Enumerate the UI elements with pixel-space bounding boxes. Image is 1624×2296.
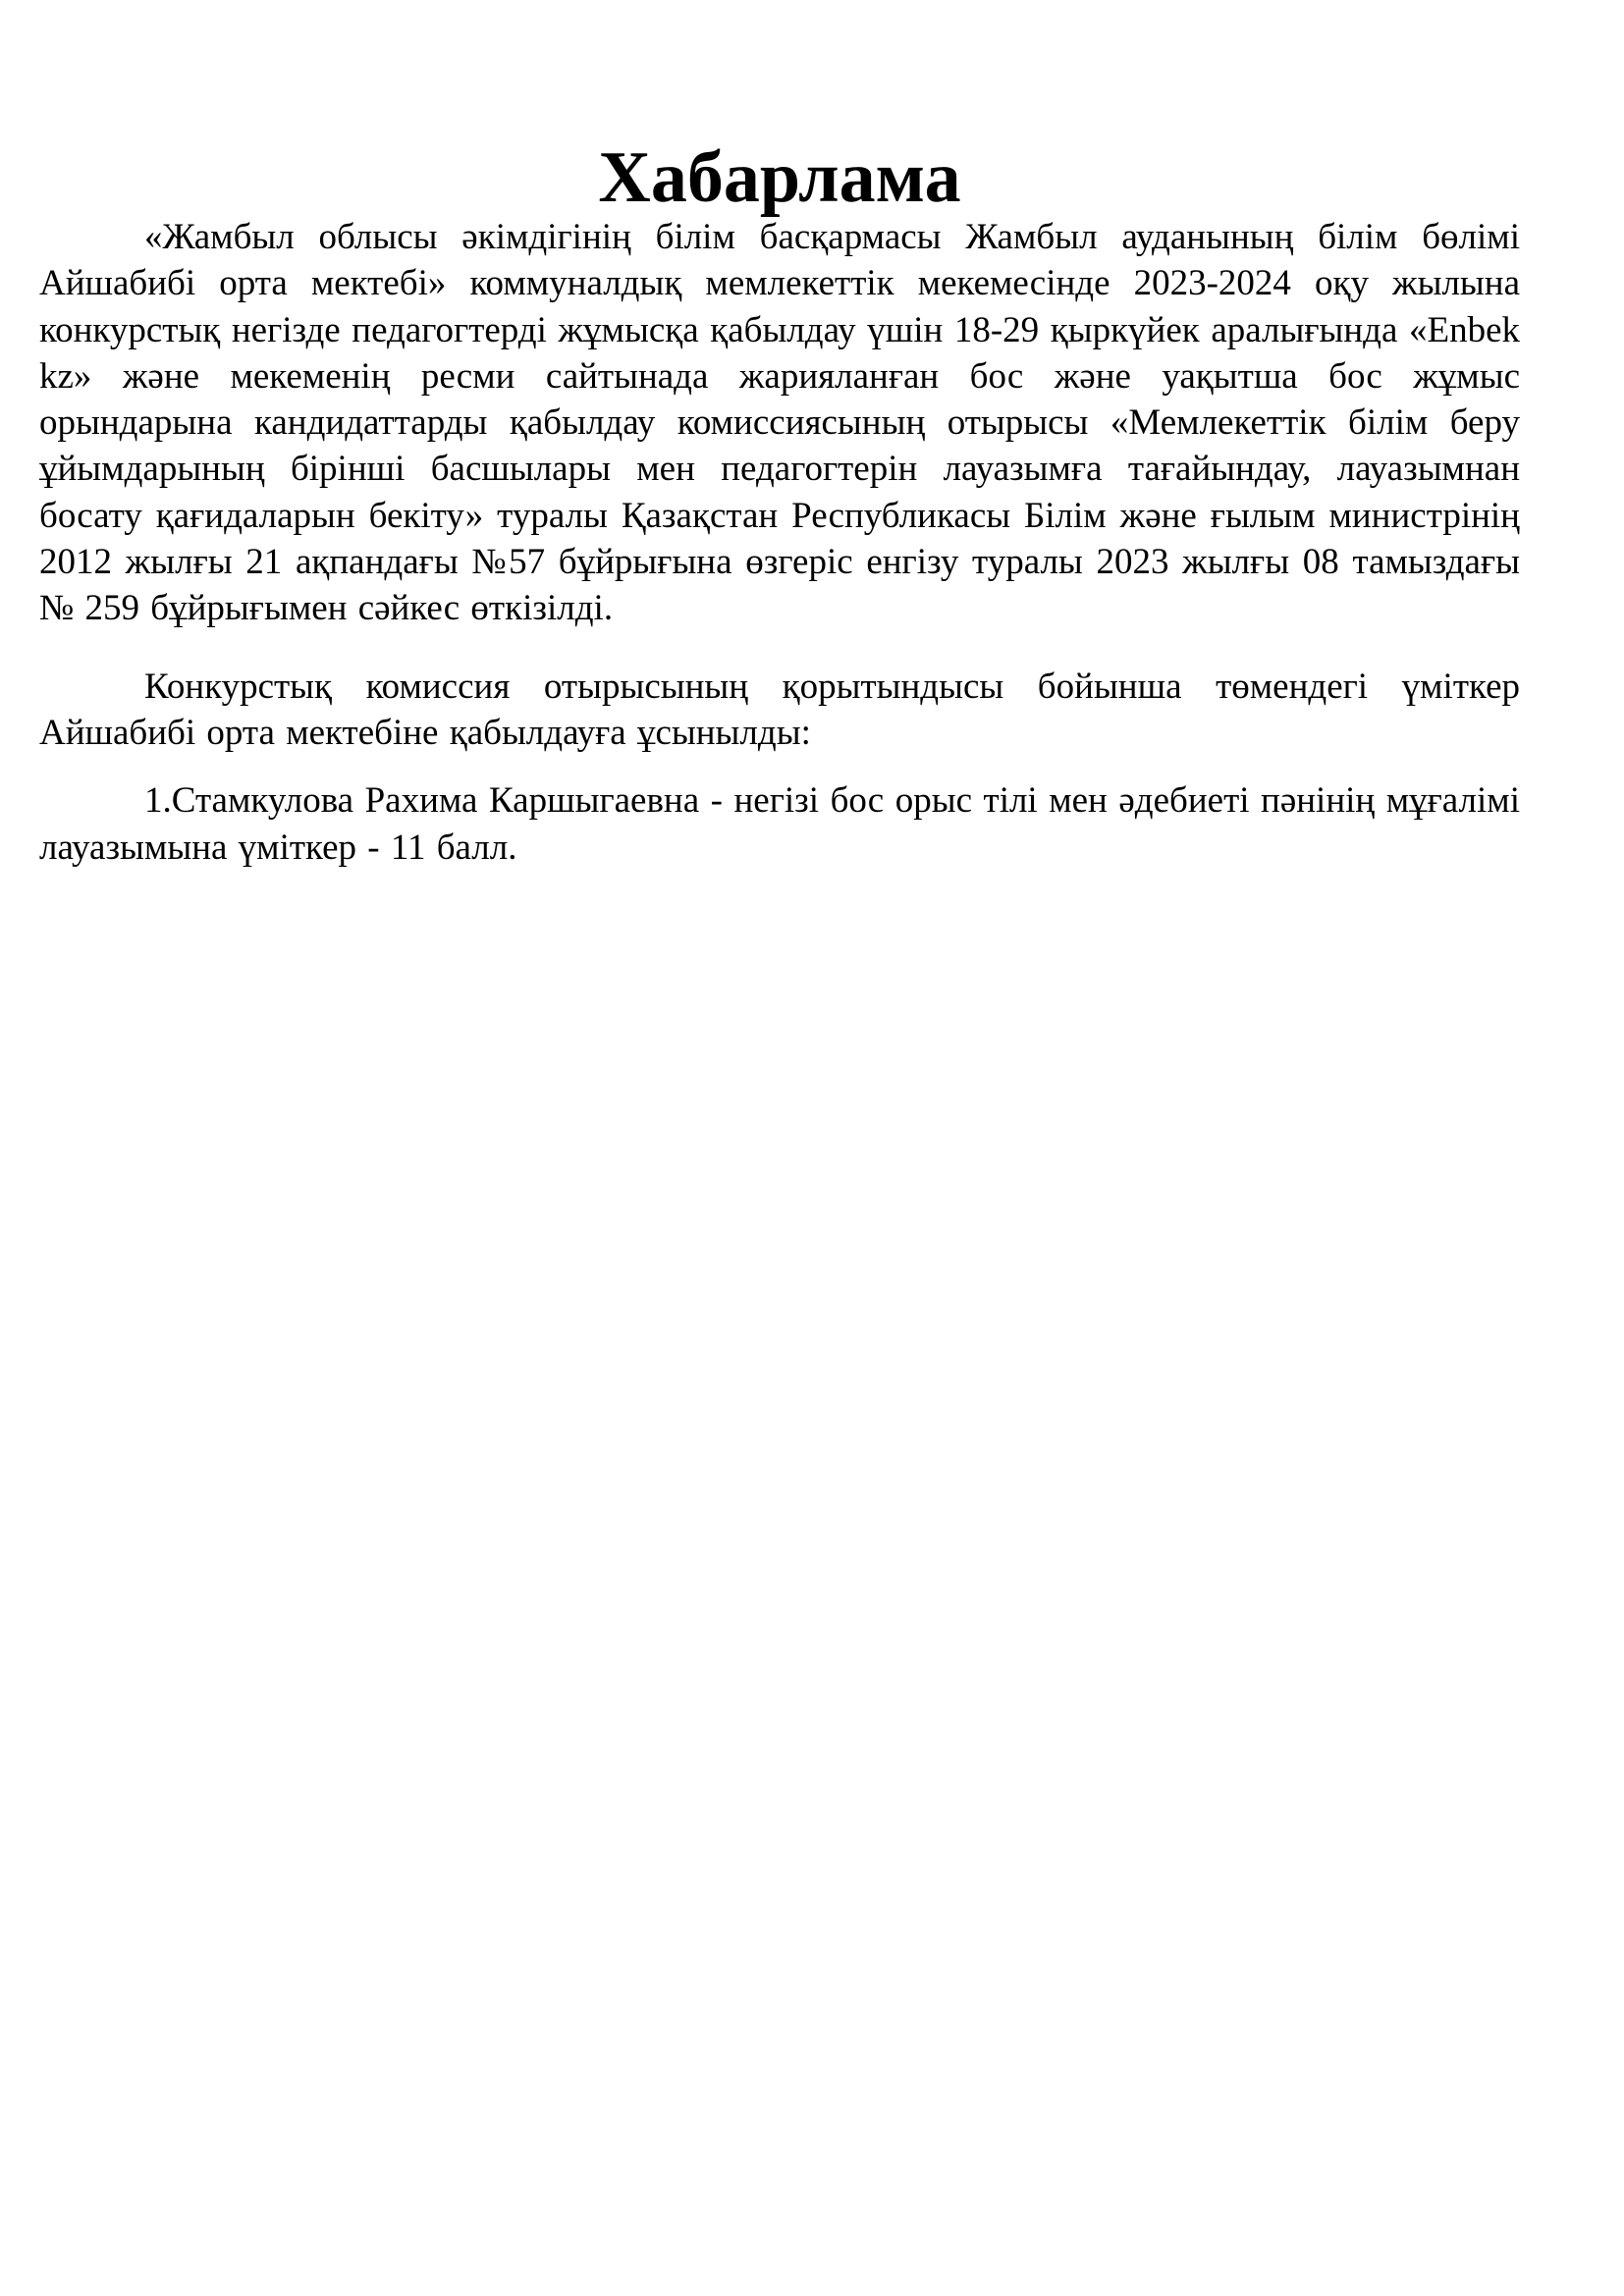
- results-paragraph: Конкурстық комиссия отырысының қорытындысы бойынша төмендегі үміткер Айшабибі орта мектебіне қабылдауға ұсынылды:: [39, 666, 1520, 753]
- document-body: [39, 137, 1520, 871]
- candidate-list-item: 1.Стамкулова Рахима Каршыгаевна - негізі бос орыс тілі мен әдебиеті пәнінің мұғалімі лауазымына үміткер - 11 балл.: [39, 780, 1520, 868]
- announcement-paragraph: «Жамбыл облысы әкімдігінің білім басқармасы Жамбыл ауданының білім бөлімі Айшабибі орта мектебі» коммуналдық мемлекеттік мекемесінде 2023-2024 оқу жылына конкурстық негізде педагогтерді жұмысқа қабылдау үшін 18-29 қыркүйек аралығында «Enbek kz» және мекеменің ресми сайтынада жарияланған бос және уақытша бос жұмыс орындарына кандидаттарды қабылдау комиссиясының отырысы «Мемлекеттік білім беру ұйымдарының бірінші басшылары мен педагогтерін лауазымға тағайындау, лауазымнан босату қағидаларын бекіту» туралы Қазақстан Республикасы Білім және ғылым министрінің 2012 жылғы 21 ақпандағы №57 бұйрығына өзгеріс енгізу туралы 2023 жылғы 08 тамыздағы № 259 бұйрығымен сәйкес өткізілді.: [39, 217, 1520, 629]
- document-title: Хабарлама: [598, 137, 961, 218]
